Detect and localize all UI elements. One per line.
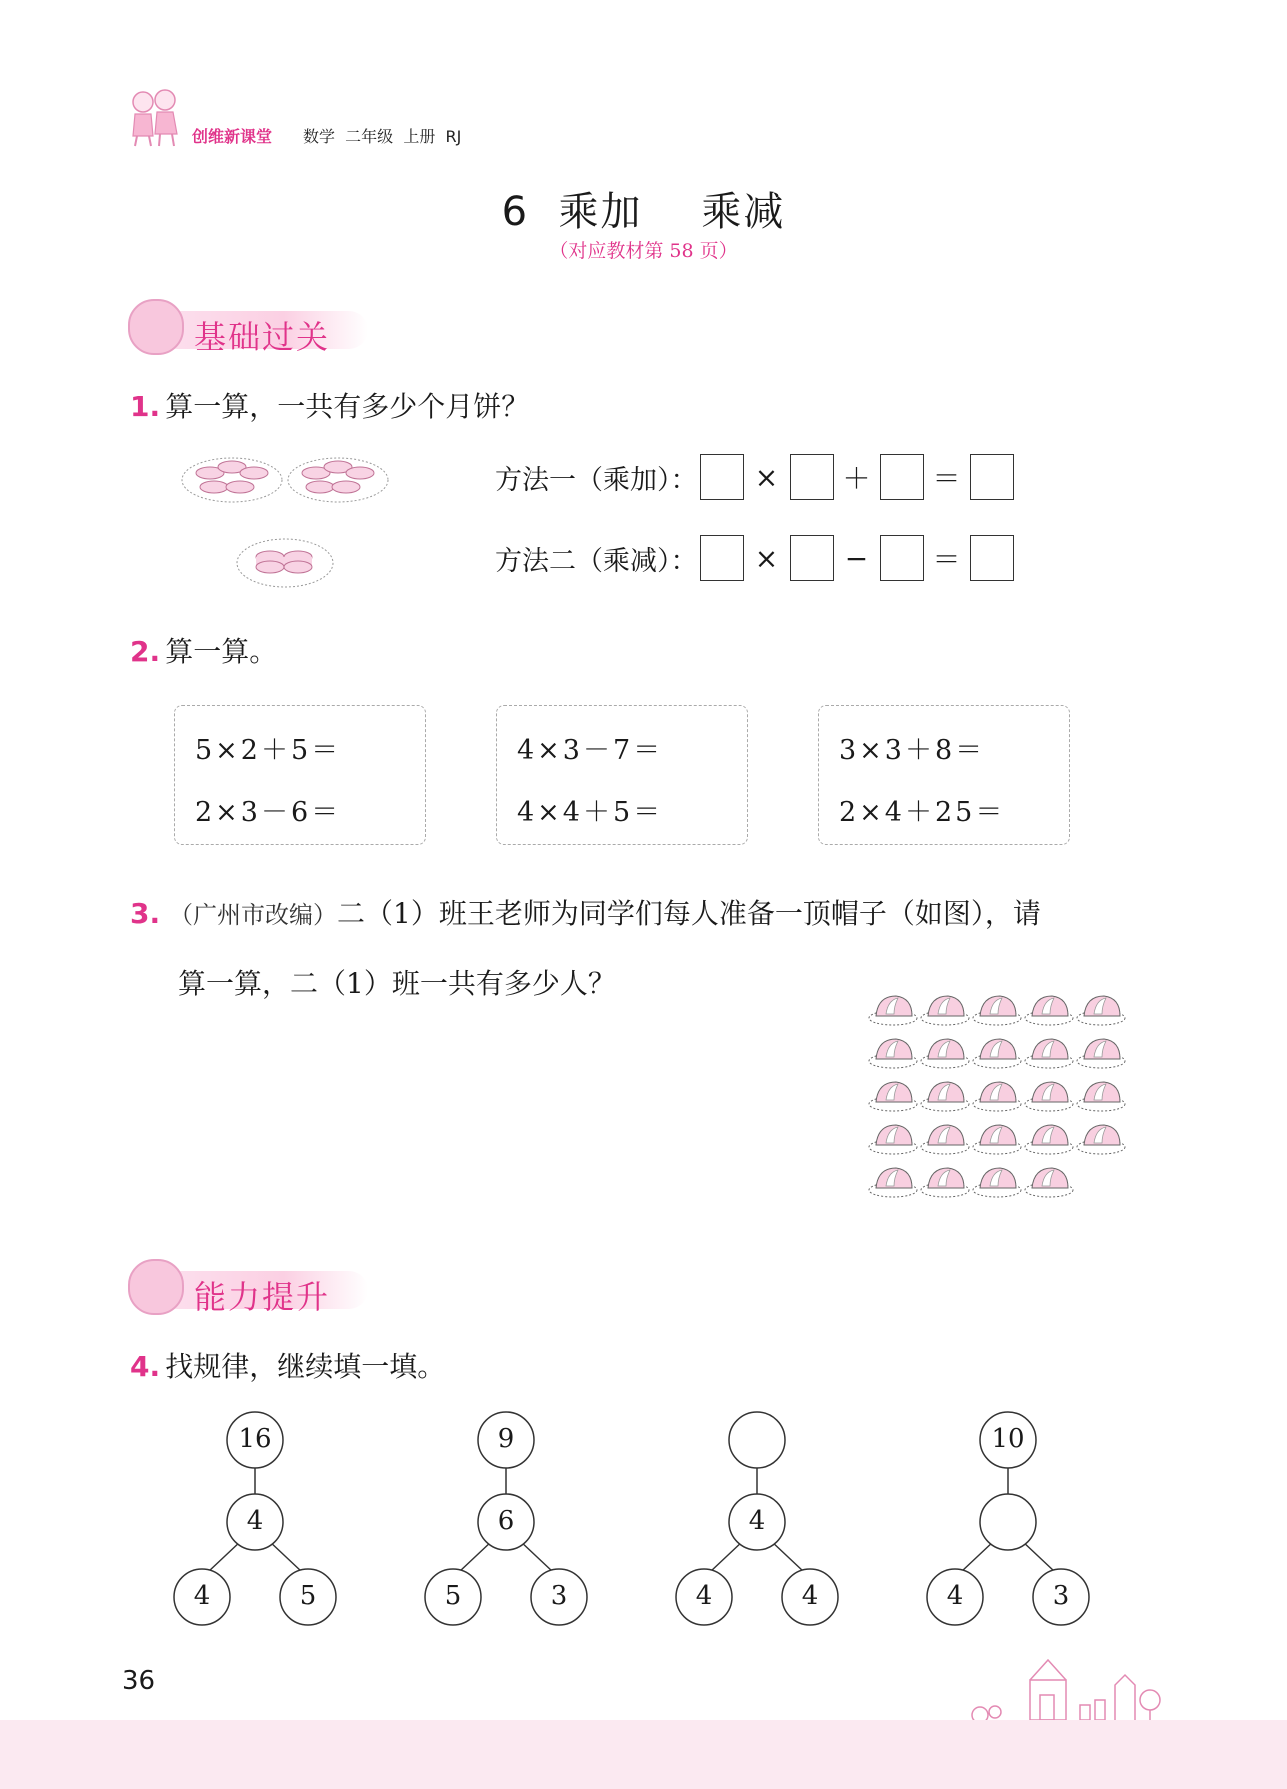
cap-icon (1025, 1082, 1073, 1111)
tree-node-middle-value: 6 (497, 1506, 515, 1536)
cap-icon (921, 1039, 969, 1068)
answer-box[interactable] (700, 535, 744, 581)
tree-node-right-value: 4 (801, 1581, 819, 1611)
method-2-label: 方法二（乘减）： (495, 545, 698, 577)
minus-sign: − (844, 541, 869, 575)
equation[interactable]: 4×4＋5＝ (517, 797, 664, 828)
tree-node-right-value: 5 (299, 1581, 317, 1611)
page-number: 36 (122, 1666, 156, 1696)
tree-node-middle-value: 4 (748, 1506, 766, 1536)
question-number: 3. (130, 897, 161, 930)
equation[interactable]: 2×4＋25＝ (839, 797, 1006, 828)
tree-node-middle-value: 4 (246, 1506, 264, 1536)
cap-icon (1077, 1125, 1125, 1154)
footer-band (0, 1720, 1287, 1789)
cap-icon (973, 1082, 1021, 1111)
question-2 (130, 630, 277, 670)
cap-icon (869, 1168, 917, 1197)
tree-node-right-value: 3 (1052, 1581, 1070, 1611)
brand-name: 创维新课堂 (192, 127, 273, 146)
question-source: （广州市改编） (169, 901, 338, 929)
tree-node-top-value: 10 (991, 1424, 1025, 1454)
question-number: 1. (130, 390, 161, 423)
page-title: 6 乘加 乘减 (501, 189, 786, 235)
answer-box[interactable] (700, 454, 744, 500)
cap-icon (973, 1039, 1021, 1068)
girl-mascot-icon (128, 299, 184, 355)
tree-node-top (729, 1412, 785, 1468)
answer-box[interactable] (790, 535, 834, 581)
kids-mascot-icon (125, 88, 185, 148)
question-3-line-1 (130, 892, 1041, 932)
tree-node-left-value: 4 (695, 1581, 713, 1611)
question-number: 4. (130, 1350, 161, 1383)
tree-node-middle (980, 1494, 1036, 1550)
tree-node-left-value: 5 (444, 1581, 462, 1611)
question-1 (130, 385, 529, 425)
equation[interactable]: 4×3－7＝ (517, 735, 664, 766)
answer-box[interactable] (970, 535, 1014, 581)
cap-icon (921, 1168, 969, 1197)
cap-icon (869, 1039, 917, 1068)
number-tree (170, 1410, 350, 1630)
answer-box[interactable] (970, 454, 1014, 500)
hats-illustration (868, 990, 1138, 1205)
plus-sign: ＋ (842, 462, 871, 495)
cap-icon (921, 1082, 969, 1111)
cap-icon (1077, 1082, 1125, 1111)
cap-icon (921, 1125, 969, 1154)
section-advanced (128, 1255, 378, 1315)
tree-node-left-value: 4 (193, 1581, 211, 1611)
equals-sign: ＝ (932, 462, 961, 495)
equation[interactable]: 2×3－6＝ (195, 797, 342, 828)
cap-icon (973, 1168, 1021, 1197)
cap-icon (869, 996, 917, 1025)
castle-decoration-icon (880, 1650, 1180, 1725)
tree-node-top-value: 9 (497, 1424, 515, 1454)
answer-box[interactable] (790, 454, 834, 500)
number-tree (672, 1410, 852, 1630)
cap-icon (1077, 996, 1125, 1025)
question-4 (130, 1345, 445, 1385)
book-info: 数学 二年级 上册 RJ (303, 127, 462, 146)
cap-icon (921, 996, 969, 1025)
cap-icon (1025, 1125, 1073, 1154)
number-tree (421, 1410, 601, 1630)
monkey-mascot-icon (128, 1259, 184, 1315)
header-divider (125, 150, 165, 151)
calc-box-1 (174, 705, 426, 845)
method-1-row (495, 454, 1016, 500)
question-text: 算一算。 (165, 635, 278, 668)
section-basic (128, 295, 378, 355)
tree-node-right-value: 3 (550, 1581, 568, 1611)
cap-icon (1025, 1039, 1073, 1068)
number-tree (923, 1410, 1103, 1630)
cap-icon (1025, 1168, 1073, 1197)
cap-icon (869, 1125, 917, 1154)
times-sign: × (754, 460, 779, 494)
equals-sign: ＝ (932, 543, 961, 576)
page-header (125, 88, 505, 148)
tree-node-top-value: 16 (238, 1424, 272, 1454)
method-1-label: 方法一（乘加）： (495, 464, 698, 496)
question-text: 二（1）班王老师为同学们每人准备一顶帽子（如图），请 (337, 897, 1041, 930)
equation[interactable]: 5×2＋5＝ (195, 735, 342, 766)
section-title: 基础过关 (194, 318, 331, 356)
cap-icon (1077, 1039, 1125, 1068)
textbook-reference: （对应教材第 58 页） (549, 240, 738, 262)
calc-box-3 (818, 705, 1070, 845)
cap-icon (869, 1082, 917, 1111)
cap-icon (973, 1125, 1021, 1154)
answer-box[interactable] (880, 535, 924, 581)
equation[interactable]: 3×3＋8＝ (839, 735, 986, 766)
cap-icon (1025, 996, 1073, 1025)
cap-icon (973, 996, 1021, 1025)
times-sign: × (754, 541, 779, 575)
method-2-row (495, 535, 1016, 581)
question-number: 2. (130, 635, 161, 668)
tree-node-left-value: 4 (946, 1581, 964, 1611)
section-title: 能力提升 (194, 1278, 331, 1316)
mooncake-plates-illustration (180, 445, 500, 595)
question-text: 算一算，一共有多少个月饼？ (165, 390, 530, 423)
calc-box-2 (496, 705, 748, 845)
answer-box[interactable] (880, 454, 924, 500)
question-text: 找规律，继续填一填。 (165, 1350, 446, 1383)
question-3-line-2: 算一算，二（1）班一共有多少人？ (178, 967, 616, 1000)
